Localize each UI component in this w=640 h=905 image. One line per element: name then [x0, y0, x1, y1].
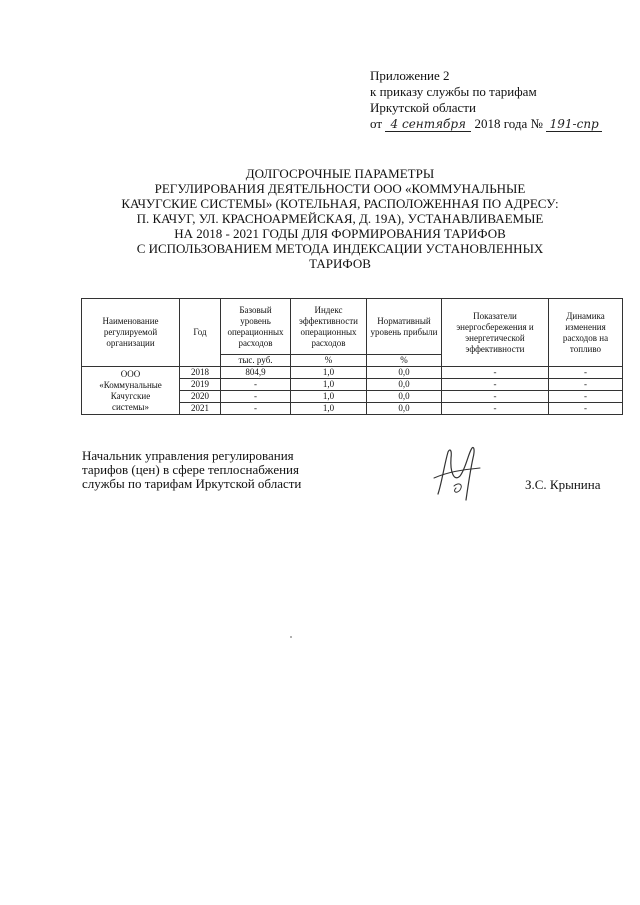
profit-level-cell: 0,0	[367, 391, 442, 403]
profit-level-cell: 0,0	[367, 403, 442, 415]
header-profit-level: Нормативный уровень прибыли	[367, 299, 442, 355]
handwritten-order-number: 191-спр	[546, 118, 602, 132]
header-energy-saving: Показатели энергосбережения и энергетической эффективности	[442, 299, 549, 367]
org-name-line: Качугские	[110, 390, 151, 401]
year-cell: 2020	[180, 391, 221, 403]
year-label: 2018 года №	[474, 116, 543, 131]
appendix-line-2: к приказу службы по тарифам	[370, 84, 537, 99]
signer-line: службы по тарифам Иркутской области	[82, 476, 302, 491]
org-name-line: ООО	[120, 368, 141, 379]
profit-level-cell: 0,0	[367, 367, 442, 379]
signer-name: З.С. Крынина	[525, 477, 601, 492]
energy-saving-cell: -	[442, 391, 549, 403]
title-line: КАЧУГСКИЕ СИСТЕМЫ» (КОТЕЛЬНАЯ, РАСПОЛОЖЕННАЯ ПО АДРЕСУ:	[121, 196, 559, 211]
profit-level-cell: 0,0	[367, 379, 442, 391]
energy-saving-cell: -	[442, 403, 549, 415]
title-line: П. КАЧУГ, УЛ. КРАСНОАРМЕЙСКАЯ, Д. 19А), УСТАНАВЛИВАЕМЫЕ	[136, 211, 544, 226]
title-line: НА 2018 - 2021 ГОДЫ ДЛЯ ФОРМИРОВАНИЯ ТАРИФОВ	[174, 226, 506, 241]
header-year: Год	[180, 299, 221, 367]
appendix-line-1: Приложение 2	[370, 68, 450, 83]
base-level-cell: 804,9	[221, 367, 291, 379]
title-line: ДОЛГОСРОЧНЫЕ ПАРАМЕТРЫ	[245, 166, 435, 181]
signer-line: Начальник управления регулирования	[82, 448, 294, 463]
base-level-cell: -	[221, 391, 291, 403]
from-label: от	[370, 116, 383, 131]
title-line: РЕГУЛИРОВАНИЯ ДЕЯТЕЛЬНОСТИ ООО «КОММУНАЛЬНЫЕ	[154, 181, 526, 196]
fuel-dynamics-cell: -	[549, 391, 623, 403]
header-base-level: Базовый уровень операционных расходов	[221, 299, 291, 355]
header-organization: Наименование регулируемой организации	[82, 299, 180, 367]
parameters-table	[81, 298, 623, 415]
base-level-cell: -	[221, 403, 291, 415]
year-cell: 2018	[180, 367, 221, 379]
fuel-dynamics-cell: -	[549, 379, 623, 391]
header-efficiency-index: Индекс эффективности операционных расходов	[291, 299, 367, 355]
handwritten-signature	[430, 442, 490, 504]
signer-title	[82, 449, 382, 491]
appendix-block	[370, 68, 630, 132]
unit-profit-level: %	[367, 355, 442, 367]
header-fuel-dynamics: Динамика изменения расходов на топливо	[549, 299, 623, 367]
org-name-line: системы»	[112, 401, 149, 412]
scan-speck	[290, 636, 292, 638]
energy-saving-cell: -	[442, 367, 549, 379]
unit-efficiency-index: %	[291, 355, 367, 367]
organization-name-cell	[82, 367, 180, 415]
title-line: С ИСПОЛЬЗОВАНИЕМ МЕТОДА ИНДЕКСАЦИИ УСТАНОВЛЕННЫХ	[136, 241, 544, 256]
org-name-line: «Коммунальные	[99, 379, 162, 390]
handwritten-date: 4 сентября	[385, 118, 471, 132]
title-line: ТАРИФОВ	[309, 256, 371, 271]
base-level-cell: -	[221, 379, 291, 391]
appendix-line-3: Иркутской области	[370, 100, 476, 115]
efficiency-index-cell: 1,0	[291, 367, 367, 379]
efficiency-index-cell: 1,0	[291, 403, 367, 415]
year-cell: 2021	[180, 403, 221, 415]
fuel-dynamics-cell: -	[549, 367, 623, 379]
signer-line: тарифов (цен) в сфере теплоснабжения	[82, 462, 299, 477]
table-row	[82, 367, 623, 379]
energy-saving-cell: -	[442, 379, 549, 391]
fuel-dynamics-cell: -	[549, 403, 623, 415]
document-title	[110, 166, 570, 271]
efficiency-index-cell: 1,0	[291, 391, 367, 403]
year-cell: 2019	[180, 379, 221, 391]
efficiency-index-cell: 1,0	[291, 379, 367, 391]
unit-base-level: тыс. руб.	[221, 355, 291, 367]
appendix-order-line	[370, 116, 630, 132]
